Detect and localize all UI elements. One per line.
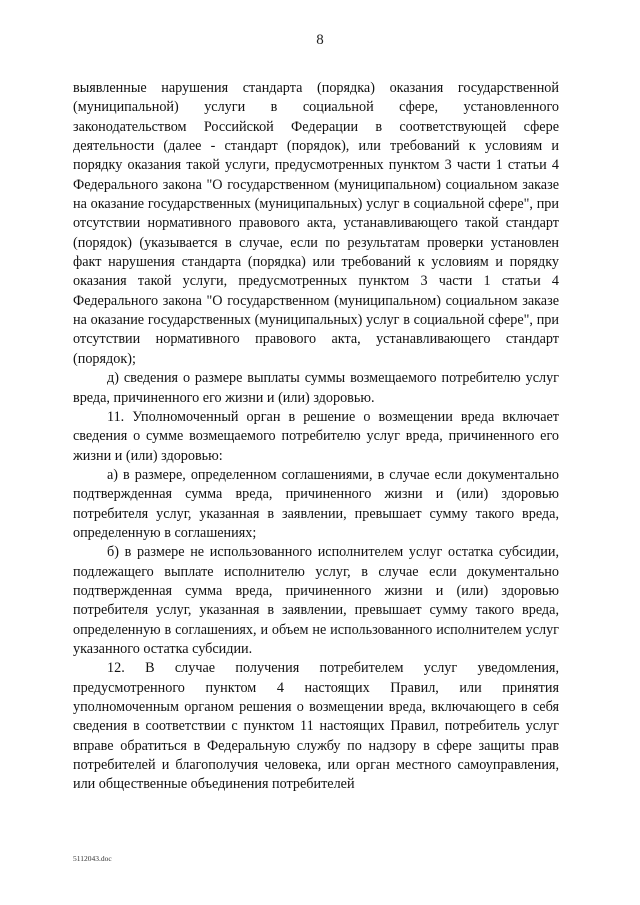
paragraph-item-a: а) в размере, определенном соглашениями, в случае если документально подтвержденная сумма вреда, причиненного жизни и (или) здоровью потребителя услуг, указанная в заявлении, превышает сумму такого вреда, определенную в соглашениях; (73, 466, 559, 541)
paragraph-12: 12. В случае получения потребителем услуг уведомления, предусмотренного пунктом 4 настоящих Правил, или принятия уполномоченным органом решения о возмещении вреда, включающего в себя сведения в соответствии с пунктом 11 настоящих Правил, потребитель услуг вправе обратиться в Федеральную службу по надзору в сфере защиты прав потребителей и благополучия человека, или орган местного самоуправления, или общественные объединения потребителей (73, 660, 559, 793)
page-number: 8 (316, 32, 324, 48)
document-body (73, 79, 559, 795)
paragraph-continuation: выявленные нарушения стандарта (порядка) оказания государственной (муниципальной) услуги в социальной сфере, установленного законодательством Российской Федерации в соответствующей сфере деятельности (далее - стандарт (порядок), или требований к условиям и порядку оказания такой услуги, предусмотренных пунктом 3 части 1 статьи 4 Федерального закона "О государственном (муниципальном) социальном заказе на оказание государственных (муниципальных) услуг в социальной сфере", при отсутствии нормативного правового акта, устанавливающего такой стандарт (порядок) (указывается в случае, если по результатам проверки установлен факт нарушения стандарта (порядка) или требований к условиям и порядку оказания такой услуги, предусмотренных пунктом 3 части 1 статьи 4 Федерального закона "О государственном (муниципальном) социальном заказе на оказание государственных (муниципальных) услуг в социальной сфере", при отсутствии нормативного правового акта, устанавливающего стандарт (порядок); (73, 80, 559, 367)
file-code: 5112043.doc (73, 854, 112, 863)
paragraph-item-b: б) в размере не использованного исполнителем услуг остатка субсидии, подлежащего выплате исполнителю услуг, в случае если документально подтвержденная сумма вреда, причиненного жизни и (или) здоровью потребителя услуг, указанная в заявлении, превышает сумму такого вреда, определенную в соглашениях, и объем не использованного исполнителем услуг указанного остатка субсидии. (73, 544, 559, 657)
paragraph-item-d: д) сведения о размере выплаты суммы возмещаемого потребителю услуг вреда, причиненного его жизни и (или) здоровью. (73, 370, 559, 406)
paragraph-11: 11. Уполномоченный орган в решение о возмещении вреда включает сведения о сумме возмещаемого потребителю услуг вреда, причиненного его жизни и (или) здоровью: (73, 408, 559, 464)
